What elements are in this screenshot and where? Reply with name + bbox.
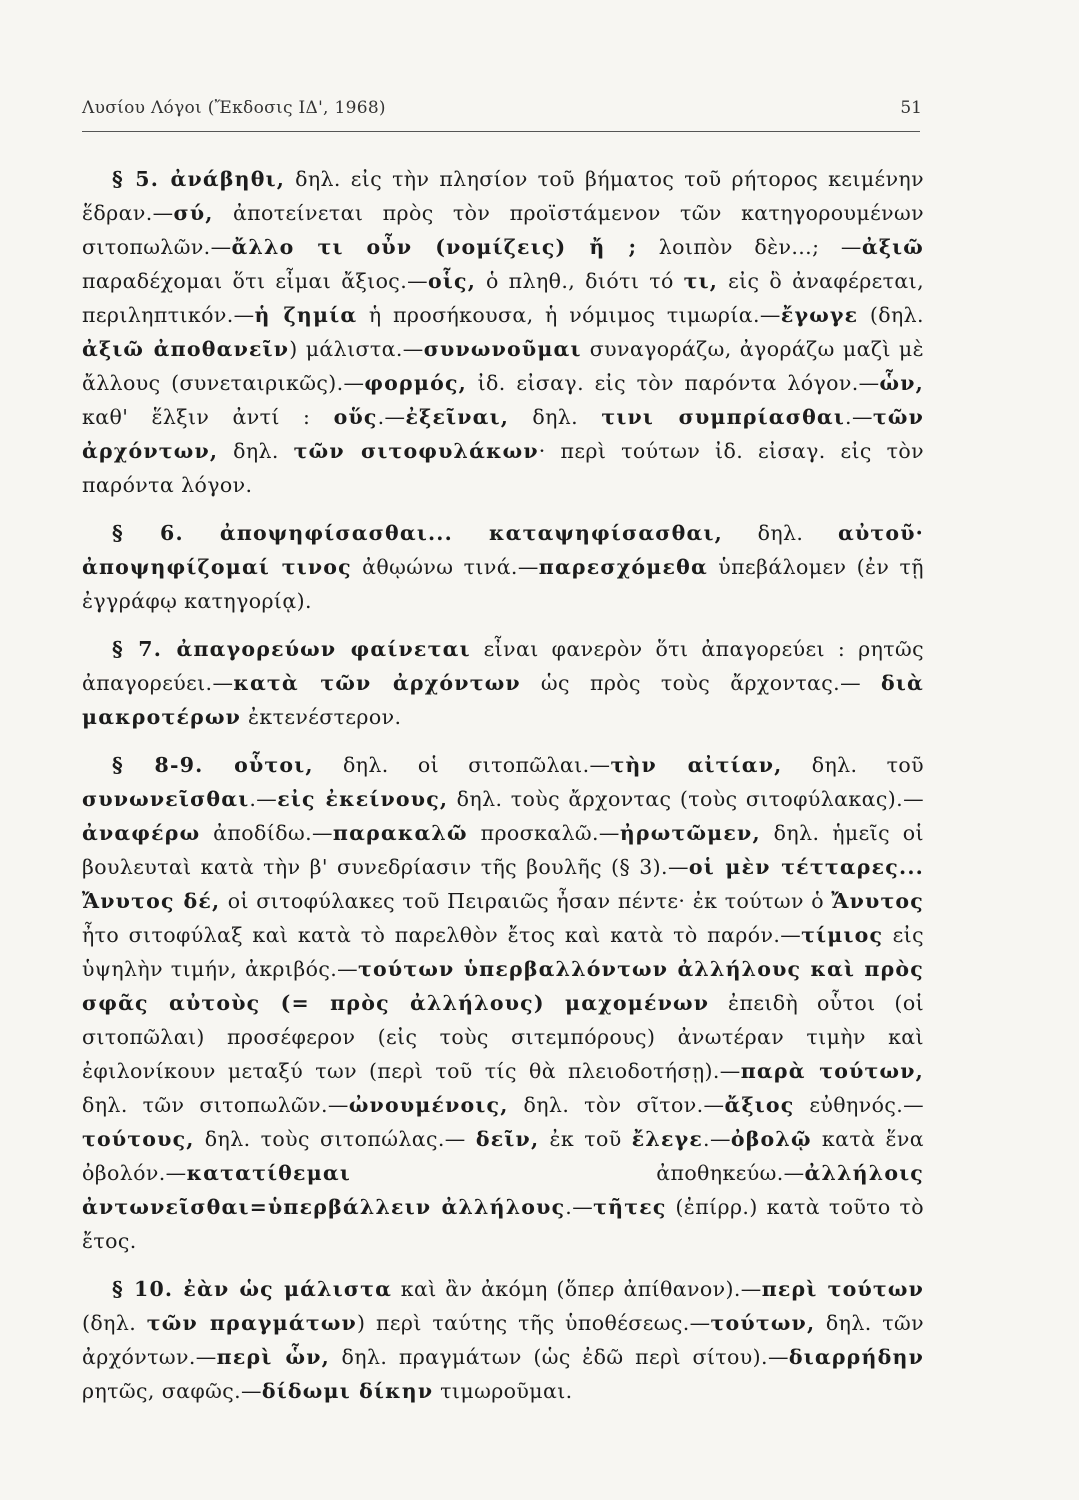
lemma-term: ἡ ζημία <box>254 303 358 327</box>
lemma-term: οἱ μὲν τέτταρες... Ἄνυτος δέ, <box>82 855 924 913</box>
lemma-term: τινι συμπρίασθαι <box>601 405 846 429</box>
lemma-term: διαρρήδην <box>788 1345 925 1369</box>
gloss-text: δηλ. τοῦ <box>782 753 924 777</box>
gloss-text: ἀποτείνεται πρὸς τὸν προϊστάμενον τῶν κατηγορουμένων σιτοπωλῶν.— <box>82 201 924 259</box>
gloss-text: ὁ πληθ., διότι τό <box>476 269 684 293</box>
gloss-text: δηλ. τὸν σῖτον.— <box>508 1093 725 1117</box>
lemma-term: ἀξιῶ <box>861 235 924 259</box>
lemma-term: παρακαλῶ <box>332 821 468 845</box>
lemma-term: φορμός, <box>364 371 467 395</box>
gloss-text: δηλ. τῶν ἀρχόντων.— <box>82 1311 924 1369</box>
commentary-paragraph <box>82 516 924 618</box>
lemma-term: ἄλλο τι οὖν (νομίζεις) ἤ ; <box>231 235 638 259</box>
gloss-text: δηλ. τῶν σιτοπωλῶν.— <box>82 1093 349 1117</box>
gloss-text: δηλ. τοὺς σιτοπώλας.— <box>194 1127 476 1151</box>
lemma-term: συνωνοῦμαι <box>423 337 582 361</box>
gloss-text: εἶναι φανερὸν ὅτι ἀπαγορεύει : ρητῶς ἀπαγορεύει.— <box>82 637 924 695</box>
lemma-term: ἐξεῖναι, <box>405 405 510 429</box>
lemma-term: τούτων, <box>710 1311 816 1335</box>
lemma-term: Ἄνυτος <box>831 889 924 913</box>
lemma-term: τὴν αἰτίαν, <box>610 753 783 777</box>
gloss-text: δηλ. οἱ σιτοπῶλαι.— <box>313 753 611 777</box>
gloss-text: δηλ. <box>218 439 294 463</box>
lemma-term: § 8-9. οὗτοι, <box>112 753 314 777</box>
gloss-text: · περὶ τούτων ἰδ. εἰσαγ. εἰς τὸν παρόντα λόγον. <box>82 439 924 497</box>
gloss-text: οἱ σιτοφύλακες τοῦ Πειραιῶς ἦσαν πέντε· ἐκ τούτων ὁ <box>220 889 832 913</box>
gloss-text: .— <box>703 1127 731 1151</box>
gloss-text: καθ' ἕλξιν ἀντί : <box>82 405 334 429</box>
lemma-term: σύ, <box>173 201 214 225</box>
header-rule <box>82 131 920 132</box>
lemma-term: ὠνουμένοις, <box>348 1093 509 1117</box>
lemma-term: τούτους, <box>82 1127 195 1151</box>
gloss-text: .— <box>565 1195 594 1219</box>
lemma-term: ἀλλήλοις ἀντωνεῖσθαι=ὑπερβάλλειν ἀλλήλους <box>82 1161 924 1219</box>
gloss-text: τιμωροῦμαι. <box>433 1379 573 1403</box>
lemma-term: διὰ μακροτέρων <box>82 671 925 729</box>
gloss-text: (ἐπίρρ.) κατὰ τοῦτο τὸ ἔτος. <box>82 1195 924 1253</box>
page-number: 51 <box>900 98 922 118</box>
gloss-text: ἰδ. εἰσαγ. εἰς τὸν παρόντα λόγον.— <box>466 371 880 395</box>
gloss-text: ἀθῳώνω τινά.— <box>351 555 539 579</box>
lemma-term: παρὰ τούτων, <box>740 1059 925 1083</box>
lemma-term: § 6. ἀποψηφίσασθαι... καταψηφίσασθαι, <box>112 521 723 545</box>
gloss-text: προσκαλῶ.— <box>467 821 620 845</box>
gloss-text: .— <box>249 787 278 811</box>
gloss-text: καὶ ἂν ἀκόμη (ὅπερ ἀπίθανον).— <box>392 1277 762 1301</box>
lemma-term: κατατίθεμαι <box>186 1161 352 1185</box>
gloss-text: ) μάλιστα.— <box>289 337 424 361</box>
lemma-term: παρεσχόμεθα <box>538 555 709 579</box>
commentary-paragraph <box>82 1272 924 1408</box>
lemma-term: ἀξιῶ ἀποθανεῖν <box>82 337 290 361</box>
lemma-term: οἷς, <box>428 269 477 293</box>
lemma-term: δεῖν, <box>475 1127 540 1151</box>
gloss-text: συναγοράζω, ἀγοράζω μαζὶ μὲ ἄλλους (συνεταιρικῶς).— <box>82 337 925 395</box>
gloss-text: δηλ. τοὺς ἄρχοντας (τοὺς σιτοφύλακας).— <box>448 787 924 811</box>
gloss-text: ) περὶ ταύτης τῆς ὑποθέσεως.— <box>356 1311 711 1335</box>
lemma-term: αὐτοῦ· ἀποψηφίζομαί τινος <box>82 521 924 579</box>
lemma-term: τι, <box>683 269 719 293</box>
lemma-term: ἔγωγε <box>780 303 859 327</box>
lemma-term: ἄξιος <box>724 1093 795 1117</box>
gloss-text: ὡς πρὸς τοὺς ἄρχοντας.— <box>520 671 882 695</box>
lemma-term: ἠρωτῶμεν, <box>619 821 761 845</box>
lemma-term: τῆτες <box>593 1195 667 1219</box>
gloss-text: ἐπειδὴ οὗτοι (οἱ σιτοπῶλαι) προσέφερον (εἰς τοὺς σιτεμπόρους) ἀνωτέραν τιμὴν καὶ ἐφιλονίκουν μεταξύ των (περὶ τοῦ τίς θὰ πλειοδοτήσῃ).— <box>82 991 925 1083</box>
gloss-text: ρητῶς, σαφῶς.— <box>82 1379 262 1403</box>
gloss-text: δηλ. ἡμεῖς οἱ βουλευταὶ κατὰ τὴν β' συνεδρίασιν τῆς βουλῆς (§ 3).— <box>82 821 924 879</box>
gloss-text: λοιπὸν δὲν...; — <box>637 235 862 259</box>
lemma-term: δίδωμι δίκην <box>261 1379 434 1403</box>
gloss-text: δηλ. πραγμάτων (ὡς ἐδῶ περὶ σίτου).— <box>329 1345 789 1369</box>
gloss-text: εἰς ὃ ἀναφέρεται, περιληπτικόν.— <box>82 269 925 327</box>
gloss-text: .— <box>377 405 406 429</box>
lemma-term: § 7. ἀπαγορεύων φαίνεται <box>112 637 471 661</box>
gloss-text: δηλ. <box>509 405 602 429</box>
lemma-term: περὶ ὧν, <box>216 1345 330 1369</box>
lemma-term: περὶ τούτων <box>761 1277 925 1301</box>
gloss-text: δηλ. <box>722 521 838 545</box>
gloss-text: ἐκτενέστερον. <box>241 705 402 729</box>
gloss-text: (δηλ. <box>82 1311 147 1335</box>
gloss-text: ἦτο σιτοφύλαξ καὶ κατὰ τὸ παρελθὸν ἔτος καὶ κατὰ τὸ παρόν.— <box>82 923 802 947</box>
gloss-text: ἡ προσήκουσα, ἡ νόμιμος τιμωρία.— <box>357 303 781 327</box>
gloss-text: ἀποδίδω.— <box>200 821 333 845</box>
lemma-term: εἰς ἐκείνους, <box>277 787 449 811</box>
lemma-term: τίμιος <box>801 923 884 947</box>
commentary-body <box>82 162 924 1408</box>
lemma-term: τῶν σιτοφυλάκων <box>293 439 539 463</box>
lemma-term: τῶν ἀρχόντων, <box>82 405 925 463</box>
lemma-term: οὕς <box>333 405 378 429</box>
lemma-term: ὀβολῷ <box>730 1127 812 1151</box>
lemma-term: τῶν πραγμάτων <box>146 1311 357 1335</box>
lemma-term: ὧν, <box>879 371 925 395</box>
gloss-text: .— <box>845 405 873 429</box>
lemma-term: κατὰ τῶν ἀρχόντων <box>233 671 521 695</box>
commentary-paragraph <box>82 632 924 734</box>
lemma-term: § 10. ἐὰν ὡς μάλιστα <box>112 1277 393 1301</box>
commentary-paragraph <box>82 162 924 502</box>
lemma-term: § 5. ἀνάβηθι, <box>112 167 286 191</box>
gloss-text: κατὰ ἕνα ὀβολόν.— <box>82 1127 924 1185</box>
gloss-text: ἐκ τοῦ <box>539 1127 632 1151</box>
lemma-term: τούτων ὑπερβαλλόντων ἀλλήλους καὶ πρὸς σφᾶς αὐτοὺς (= πρὸς ἀλλήλους) μαχομένων <box>82 957 924 1015</box>
gloss-text: εἰς ὑψηλὴν τιμήν, ἀκριβός.— <box>82 923 924 981</box>
gloss-text: δηλ. εἰς τὴν πλησίον τοῦ βήματος τοῦ ρήτορος κειμένην ἕδραν.— <box>82 167 924 225</box>
gloss-text: εὐθηνός.— <box>794 1093 925 1117</box>
commentary-paragraph <box>82 748 924 1258</box>
gloss-text: (δηλ. <box>858 303 924 327</box>
lemma-term: ἔλεγε <box>631 1127 704 1151</box>
gloss-text: ἀποθηκεύω.— <box>351 1161 805 1185</box>
gloss-text: παραδέχομαι ὅτι εἶμαι ἄξιος.— <box>82 269 429 293</box>
gloss-text: ὑπεβάλομεν (ἐν τῇ ἐγγράφῳ κατηγορίᾳ). <box>82 555 924 613</box>
lemma-term: ἀναφέρω <box>82 821 201 845</box>
lemma-term: συνωνεῖσθαι <box>82 787 250 811</box>
running-head-title: Λυσίου Λόγοι (Ἔκδοσις ΙΔ', 1968) <box>82 98 386 118</box>
